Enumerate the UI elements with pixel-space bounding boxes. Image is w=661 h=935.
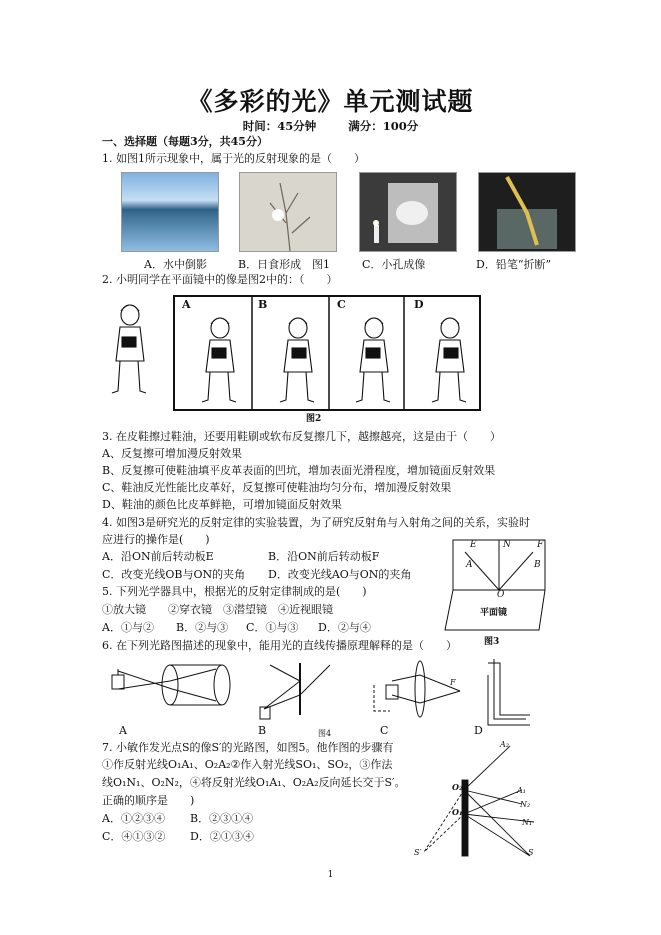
exam-info	[0, 118, 661, 134]
q3-option-c: C、鞋油反光性能比皮革好，反复擦可使鞋油均匀分布，增加漫反射效果	[102, 481, 452, 494]
q1-option-a: A．水中倒影	[144, 258, 207, 271]
pencil-glass-graphic	[479, 173, 575, 251]
q7-stem-line2: ①作反射光线O₁A₁、O₂A₂②作入射光线SO₁、SO₂，③作法	[102, 758, 393, 771]
q7-stem-line1: 7. 小敏作发光点S的像S′的光路图，如图5。他作图的步骤有	[102, 741, 394, 754]
q1-stem: 1. 如图1所示现象中，属于光的反射现象的是（ ）	[102, 152, 365, 165]
page-number: 1	[327, 870, 334, 880]
fig3-point-n: N	[503, 540, 511, 550]
fig2-label-d: D	[414, 298, 424, 311]
fig4-label: 图4	[318, 729, 332, 738]
q2-stem: 2. 小明同学在平面镜中的像是图2中的：（ ）	[102, 273, 338, 286]
fig3-label: 图3	[484, 637, 500, 647]
fig3-mirror-label: 平面镜	[480, 608, 508, 618]
q7-stem-line4: 正确的顺序是 )	[102, 794, 195, 807]
q5-option-c: C．①与③	[246, 621, 299, 634]
fig5-point-a2: A₂	[500, 740, 509, 749]
fig5-point-o1: O₁	[452, 807, 463, 817]
solar-eclipse-photo	[239, 172, 337, 252]
fig5-point-s-prime: S′	[414, 848, 422, 857]
q7-option-c: C．④①③②	[102, 830, 166, 843]
fig2-label-a: A	[182, 298, 191, 311]
time-label: 时间：45分钟	[242, 119, 317, 133]
q6-stem: 6. 在下列光路图描述的现象中，能用光的直线传播原理解释的是（ ）	[102, 639, 457, 652]
q4-option-d: D．改变光线AO与ON的夹角	[268, 568, 412, 581]
lake-reflection-photo	[121, 172, 219, 252]
q5-option-b: B．②与③	[176, 621, 229, 634]
q1-option-d: D．铅笔“折断”	[476, 258, 552, 271]
fig4-light-paths	[110, 655, 550, 735]
fig3-point-o: O	[497, 590, 505, 600]
fig4d-periscope	[488, 659, 530, 725]
section-heading: 一、选择题（每题3分，共45分）	[102, 135, 268, 148]
q7-option-b: B．②③①④	[190, 812, 254, 825]
fig4a-pinhole	[112, 665, 230, 705]
q4-option-b: B．沿ON前后转动板F	[268, 550, 380, 563]
fig5-point-n1: N₁	[522, 818, 533, 827]
q4-stem-line2: 应进行的操作是( )	[102, 533, 210, 546]
page-title: 《多彩的光》单元测试题	[187, 87, 474, 116]
fig5-image-construction	[410, 740, 550, 858]
q3-option-b: B、反复擦可使鞋油填平皮革表面的凹坑，增加表面光滑程度，增加镜面反射效果	[102, 464, 496, 477]
q5-option-a: A．①与②	[102, 621, 154, 634]
fig4c-lens	[374, 661, 460, 717]
branches-graphic	[240, 173, 336, 251]
q1-option-b: B．日食形成	[238, 258, 302, 271]
q5-option-d: D．②与④	[318, 621, 371, 634]
fig5-point-n2: N₂	[520, 800, 531, 809]
score-label: 满分：100分	[348, 119, 419, 133]
fig2-boys	[178, 300, 478, 410]
q4-option-c: C．改变光线OB与ON的夹角	[102, 568, 246, 581]
fig4-label-d: D	[474, 724, 483, 737]
fig4-label-a: A	[119, 724, 127, 737]
pinhole-image-photo	[359, 172, 457, 252]
q5-stem: 5. 下列光学器具中，根据光的反射定律制成的是( )	[102, 585, 367, 598]
fig4c-focus-label: F	[450, 678, 456, 687]
fig2-label-b: B	[258, 298, 268, 311]
bent-pencil-photo	[478, 172, 576, 252]
q1-option-c: C．小孔成像	[362, 258, 426, 271]
fig3-point-a: A	[466, 560, 473, 570]
fig4b-mirror	[260, 663, 330, 719]
fig3-point-b: B	[534, 560, 541, 570]
fig4-label-b: B	[258, 724, 267, 737]
fig5-point-s: S	[528, 848, 534, 857]
q7-option-a: A．①②③④	[102, 812, 165, 825]
fig3-point-f: F	[537, 540, 544, 550]
boy-original	[112, 305, 146, 393]
fig3-point-e: E	[470, 540, 477, 550]
q4-option-a: A．沿ON前后转动板E	[102, 550, 214, 563]
fig4-label-c: C	[380, 724, 389, 737]
q7-stem-line3: 线O₁N₁、O₂N₂，④将反射光线O₁A₁、O₂A₂反向延长交于S′。	[102, 776, 406, 789]
q7-option-d: D．②①③④	[190, 830, 254, 843]
fig1-label: 图1	[312, 258, 330, 271]
q3-option-a: A、反复擦可增加漫反射效果	[102, 447, 242, 460]
q4-stem-line1: 4. 如图3是研究光的反射定律的实验装置，为了研究反射角与入射角之间的关系，实验时	[102, 516, 530, 529]
fig2-label-c: C	[337, 298, 346, 311]
fig5-point-o2: O₂	[452, 782, 463, 792]
pinhole-graphic	[360, 173, 456, 251]
fig5-point-a1: A₁	[517, 786, 526, 795]
q3-option-d: D、鞋油的颜色比皮革鲜艳，可增加镜面反射效果	[102, 498, 342, 511]
fig3-reflection-apparatus	[445, 538, 555, 633]
q3-stem: 3. 在皮鞋擦过鞋油，还要用鞋刷或软布反复擦几下，越擦越亮，这是由于（ ）	[102, 430, 501, 443]
fig2-label: 图2	[306, 414, 322, 424]
q5-items: ①放大镜 ②穿衣镜 ③潜望镜 ④近视眼镜	[102, 603, 333, 616]
